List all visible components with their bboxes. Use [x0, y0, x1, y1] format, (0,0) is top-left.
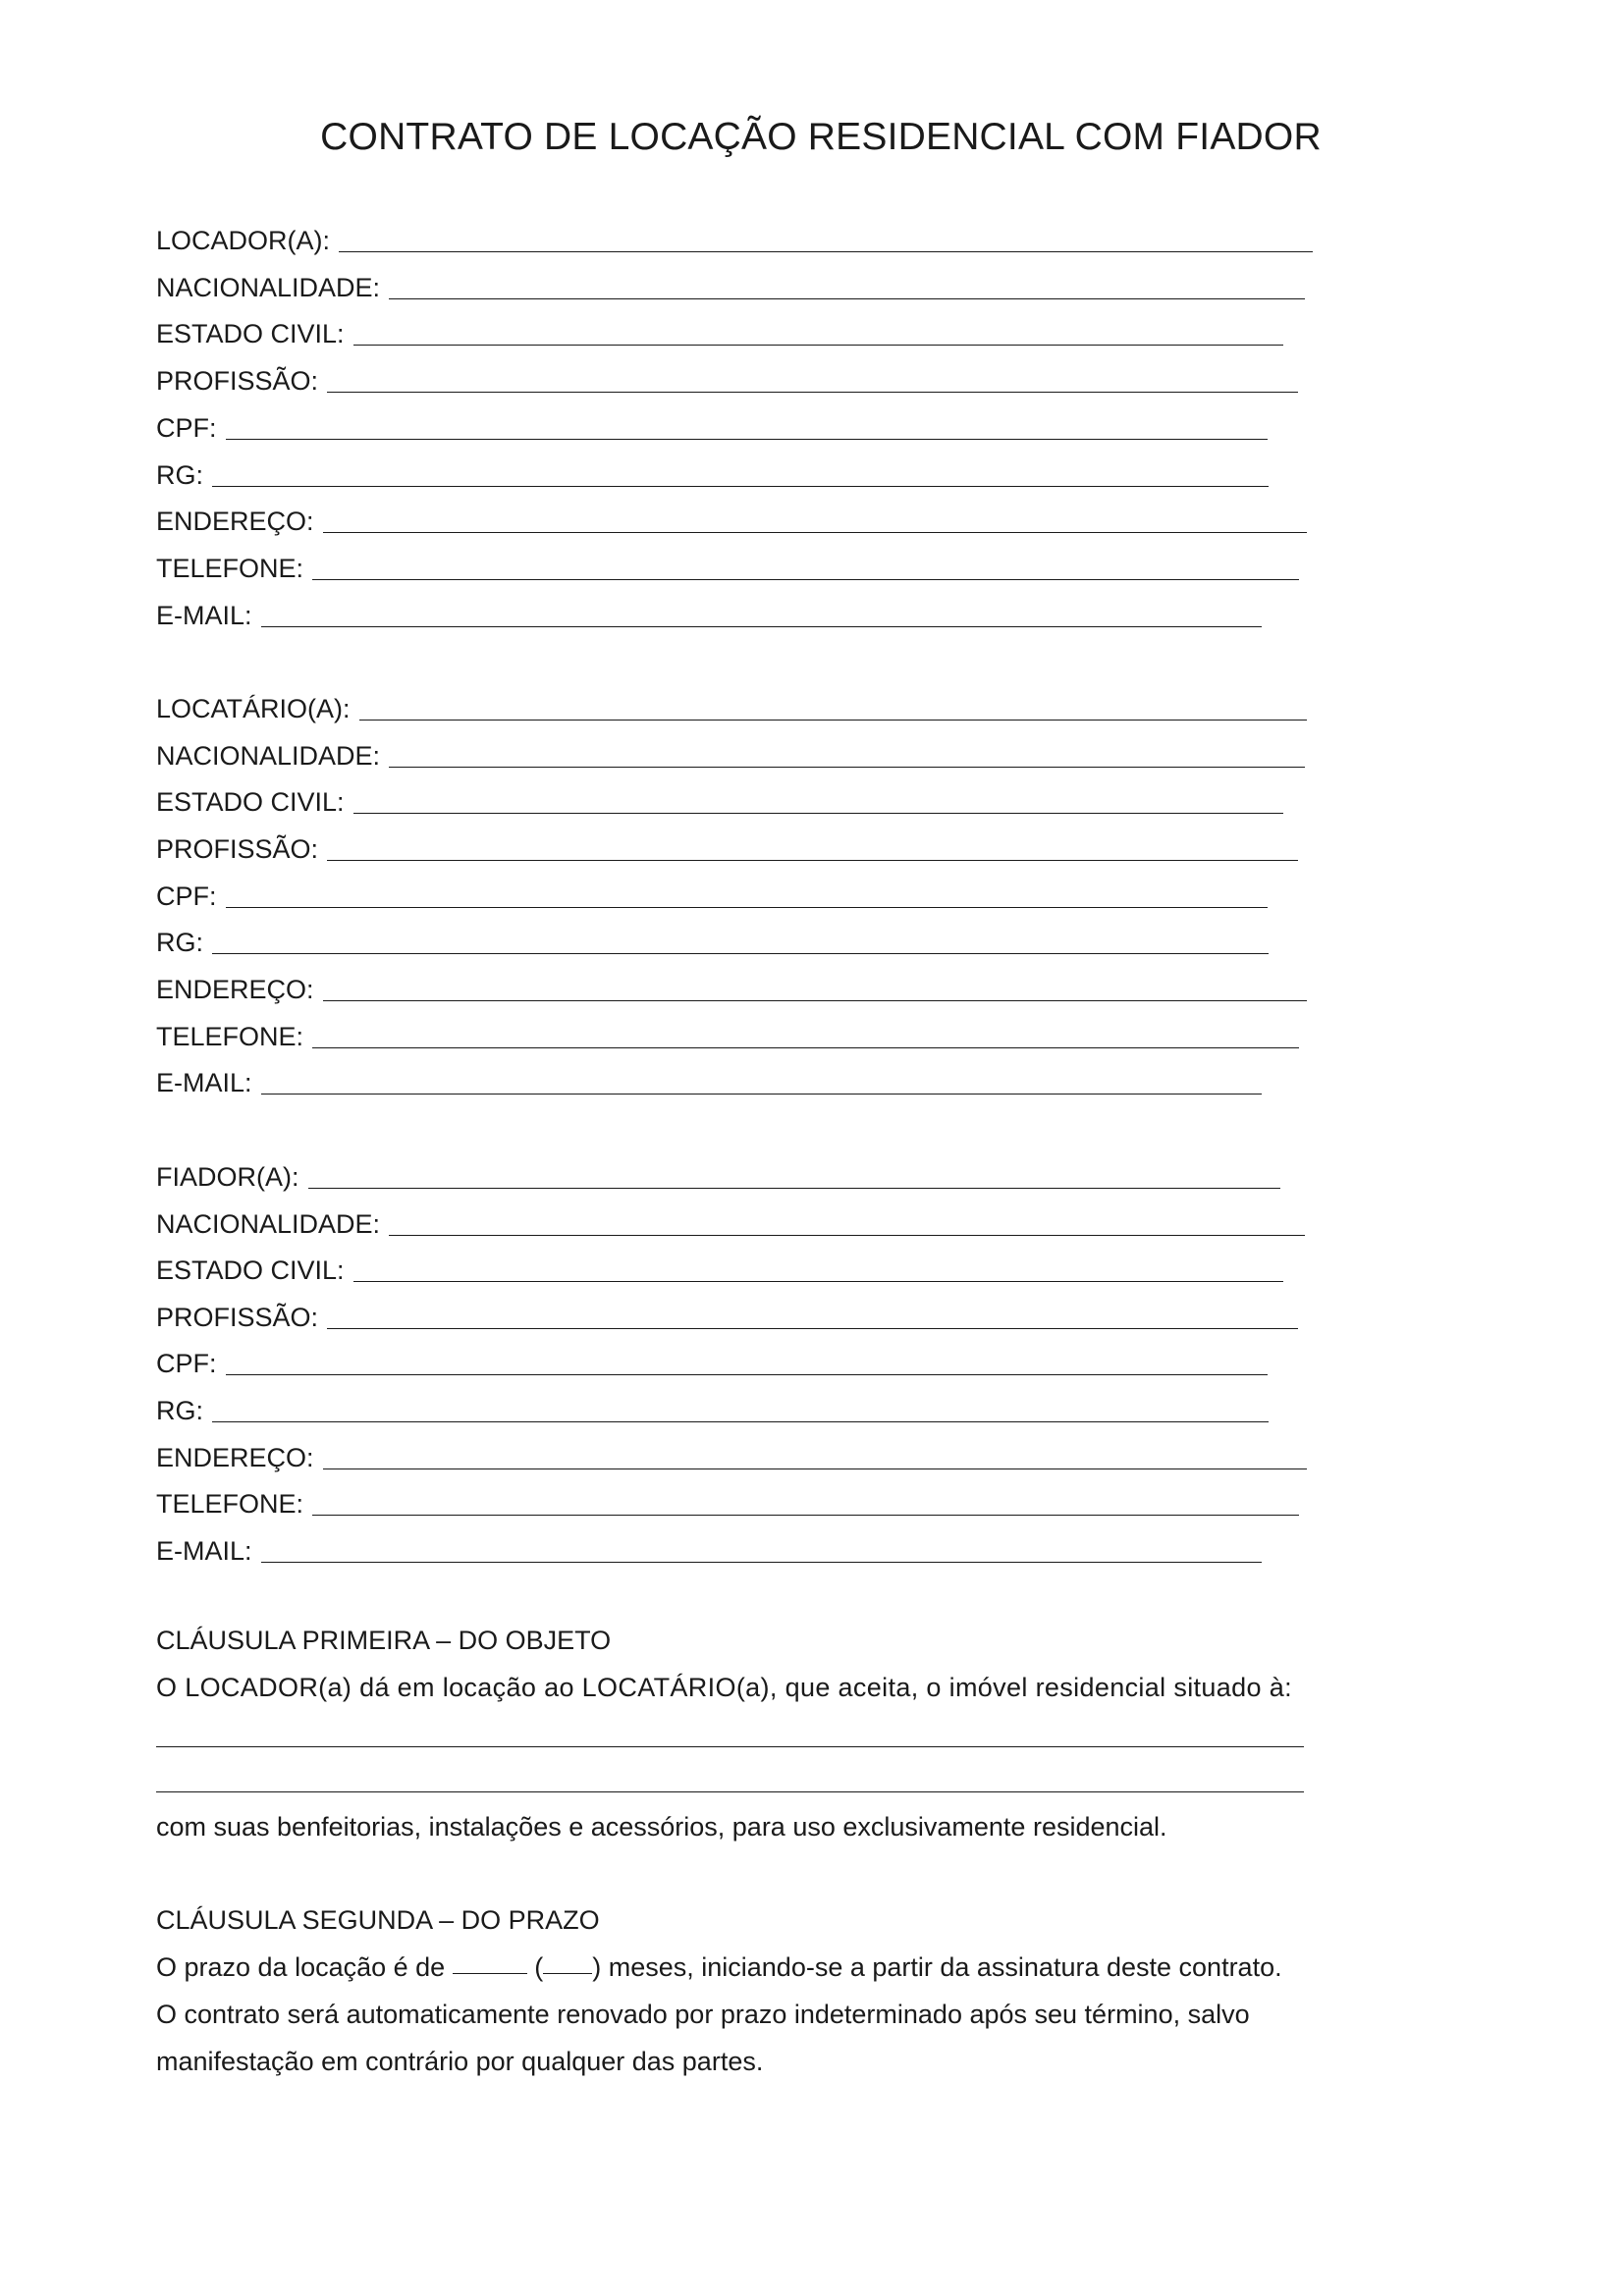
- address-fill-line-2[interactable]: [156, 1791, 1304, 1792]
- field-label: LOCATÁRIO(A):: [156, 694, 351, 723]
- field-locatario[interactable]: [156, 689, 1307, 728]
- fill-line[interactable]: [327, 392, 1298, 393]
- fill-line[interactable]: [353, 1281, 1283, 1282]
- months-number-blank[interactable]: [453, 1973, 527, 1974]
- field-label: LOCADOR(A):: [156, 226, 331, 255]
- field-label: E-MAIL:: [156, 1536, 252, 1566]
- field-locatario-rg[interactable]: [156, 923, 1269, 962]
- fill-line[interactable]: [327, 1328, 1298, 1329]
- field-locador-email[interactable]: [156, 596, 1262, 635]
- field-label: ESTADO CIVIL:: [156, 1255, 345, 1285]
- field-label: ESTADO CIVIL:: [156, 319, 345, 348]
- field-label: PROFISSÃO:: [156, 834, 319, 864]
- field-label: ENDEREÇO:: [156, 1443, 314, 1472]
- field-locatario-email[interactable]: [156, 1063, 1262, 1102]
- clause-2-text-b: (: [534, 1952, 544, 1982]
- field-label: PROFISSÃO:: [156, 1303, 319, 1332]
- fill-line[interactable]: [353, 345, 1283, 346]
- fill-line[interactable]: [323, 1000, 1307, 1001]
- fill-line[interactable]: [389, 298, 1305, 299]
- field-label: ENDEREÇO:: [156, 507, 314, 536]
- field-label: E-MAIL:: [156, 1068, 252, 1097]
- field-label: TELEFONE:: [156, 1022, 304, 1051]
- field-label: CPF:: [156, 881, 217, 911]
- fill-line[interactable]: [212, 953, 1269, 954]
- field-fiador-endereco[interactable]: [156, 1438, 1307, 1477]
- clause-1-intro: O LOCADOR(a) dá em locação ao LOCATÁRIO(a), que aceita, o imóvel residencial situado à:: [156, 1673, 1292, 1702]
- field-fiador-email[interactable]: [156, 1531, 1262, 1571]
- field-label: ENDEREÇO:: [156, 975, 314, 1004]
- field-label: RG:: [156, 1396, 204, 1425]
- field-locatario-cpf[interactable]: [156, 877, 1268, 916]
- field-fiador[interactable]: [156, 1157, 1280, 1197]
- field-fiador-nacionalidade[interactable]: [156, 1204, 1305, 1244]
- field-locatario-endereco[interactable]: [156, 970, 1307, 1009]
- fill-line[interactable]: [226, 439, 1268, 440]
- clause-2-line-2: O contrato será automaticamente renovado por prazo indeterminado após seu término, salvo: [156, 2000, 1250, 2029]
- field-label: RG:: [156, 460, 204, 490]
- address-fill-line-1[interactable]: [156, 1746, 1304, 1747]
- fill-line[interactable]: [312, 1515, 1299, 1516]
- field-locatario-estado-civil[interactable]: [156, 782, 1283, 822]
- field-fiador-profissao[interactable]: [156, 1298, 1298, 1337]
- fill-line[interactable]: [308, 1188, 1281, 1189]
- fill-line[interactable]: [389, 1235, 1305, 1236]
- field-label: FIADOR(A):: [156, 1162, 299, 1192]
- field-locador-rg[interactable]: [156, 455, 1269, 495]
- fill-line[interactable]: [212, 486, 1269, 487]
- fill-line[interactable]: [226, 1374, 1268, 1375]
- fill-line[interactable]: [353, 813, 1283, 814]
- field-label: ESTADO CIVIL:: [156, 787, 345, 817]
- clause-1-closing: com suas benfeitorias, instalações e acessórios, para uso exclusivamente residencial.: [156, 1812, 1167, 1842]
- field-locador-telefone[interactable]: [156, 549, 1299, 588]
- field-label: E-MAIL:: [156, 601, 252, 630]
- field-locatario-nacionalidade[interactable]: [156, 736, 1305, 775]
- field-locador[interactable]: [156, 221, 1313, 260]
- page-title: CONTRATO DE LOCAÇÃO RESIDENCIAL COM FIADOR: [320, 116, 1322, 158]
- field-locatario-profissao[interactable]: [156, 829, 1298, 869]
- field-fiador-cpf[interactable]: [156, 1344, 1268, 1383]
- fill-line[interactable]: [327, 860, 1298, 861]
- fill-line[interactable]: [261, 1562, 1262, 1563]
- fill-line[interactable]: [312, 1047, 1299, 1048]
- field-locatario-telefone[interactable]: [156, 1017, 1299, 1056]
- field-label: NACIONALIDADE:: [156, 1209, 381, 1239]
- field-label: CPF:: [156, 413, 217, 443]
- field-label: TELEFONE:: [156, 554, 304, 583]
- clause-2-text-a: O prazo da locação é de: [156, 1952, 446, 1982]
- fill-line[interactable]: [323, 1468, 1307, 1469]
- field-fiador-telefone[interactable]: [156, 1484, 1299, 1523]
- field-locador-cpf[interactable]: [156, 408, 1268, 448]
- clause-2-line-3: manifestação em contrário por qualquer das partes.: [156, 2047, 764, 2076]
- fill-line[interactable]: [261, 1094, 1262, 1095]
- field-locador-endereco[interactable]: [156, 502, 1307, 541]
- clause-2-title: CLÁUSULA SEGUNDA – DO PRAZO: [156, 1905, 600, 1935]
- field-locador-estado-civil[interactable]: [156, 314, 1283, 353]
- clause-2-text-c: ) meses, iniciando-se a partir da assinatura deste contrato.: [592, 1952, 1282, 1982]
- field-label: TELEFONE:: [156, 1489, 304, 1519]
- fill-line[interactable]: [339, 251, 1313, 252]
- field-label: NACIONALIDADE:: [156, 273, 381, 302]
- months-words-blank[interactable]: [543, 1973, 592, 1974]
- field-label: CPF:: [156, 1349, 217, 1378]
- field-label: PROFISSÃO:: [156, 366, 319, 396]
- clause-1-title: CLÁUSULA PRIMEIRA – DO OBJETO: [156, 1626, 612, 1655]
- fill-line[interactable]: [212, 1421, 1269, 1422]
- field-locador-nacionalidade[interactable]: [156, 268, 1305, 307]
- fill-line[interactable]: [261, 626, 1262, 627]
- clause-2-line-1: [156, 1952, 1282, 1983]
- fill-line[interactable]: [389, 767, 1305, 768]
- field-locador-profissao[interactable]: [156, 361, 1298, 400]
- fill-line[interactable]: [226, 907, 1268, 908]
- field-fiador-rg[interactable]: [156, 1391, 1269, 1430]
- fill-line[interactable]: [323, 532, 1307, 533]
- field-fiador-estado-civil[interactable]: [156, 1251, 1283, 1290]
- fill-line[interactable]: [359, 720, 1307, 721]
- field-label: NACIONALIDADE:: [156, 741, 381, 771]
- fill-line[interactable]: [312, 579, 1299, 580]
- field-label: RG:: [156, 928, 204, 957]
